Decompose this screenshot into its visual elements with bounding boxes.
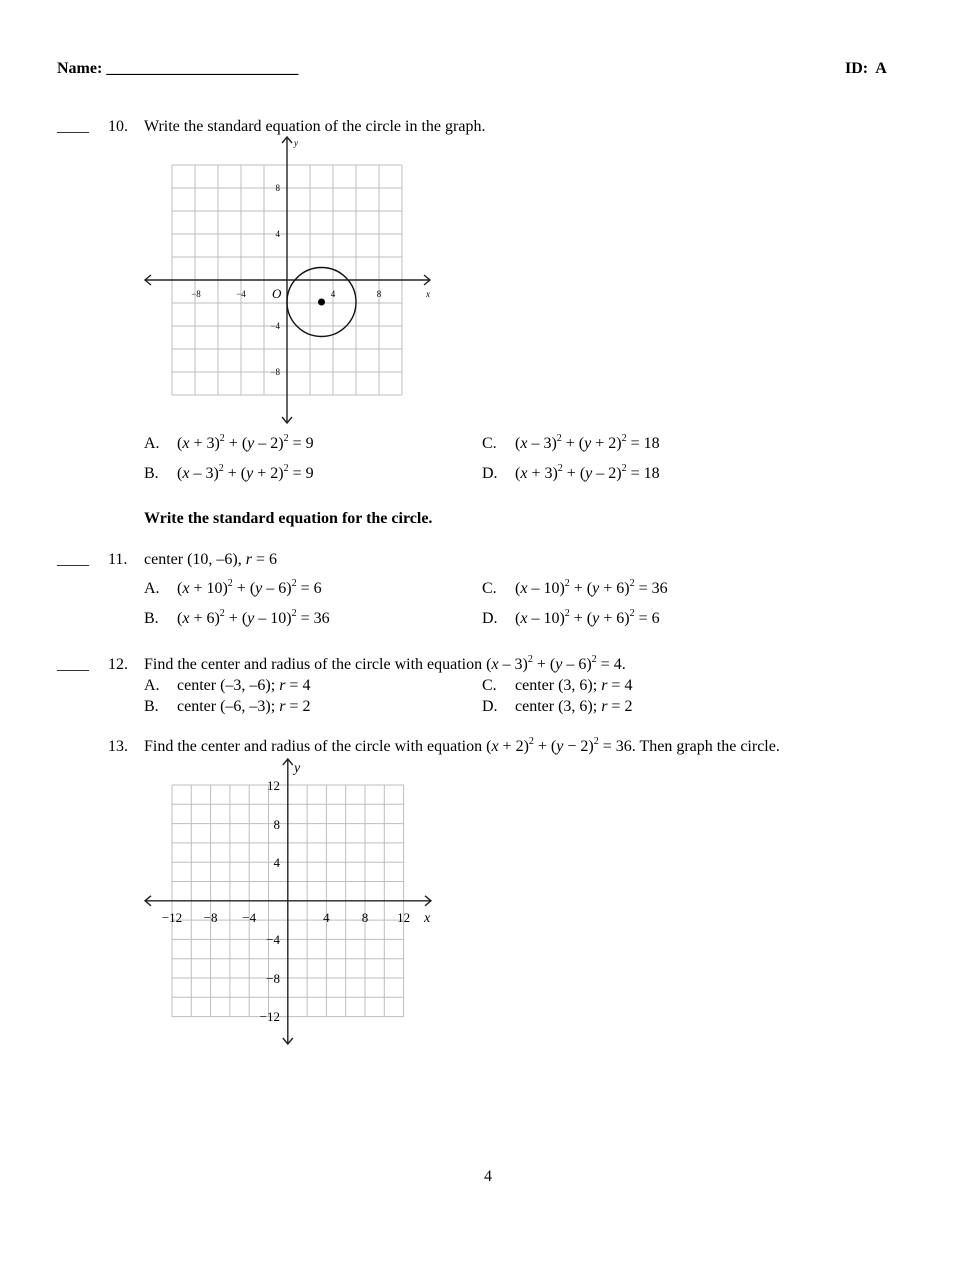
choice-c[interactable]: C. $(x - 10)^2 + (y + 6)^2 = 36$ [482,578,668,597]
x-tick-label: 12 [397,910,411,925]
question-prompt-10: Write the standard equation of the circle in the graph. [144,118,486,135]
y-tick-label: −4 [266,932,280,947]
name-line[interactable]: ________________________ [106,60,299,77]
x-tick-label: 8 [376,289,382,299]
choice-c[interactable]: C. center (3, 6); r = 4 [482,677,633,694]
y-tick-label: −8 [266,971,280,986]
x-axis-label: x [424,911,431,926]
x-tick-label: −4 [242,910,257,925]
name-label: Name: ________________________ [57,60,299,77]
graph-q10 [140,135,440,430]
choice-b[interactable]: B. $(x + 6)^2 + (y - 10)^2 = 36$ [144,608,330,627]
y-tick-label: 8 [273,817,280,832]
answer-blank-11[interactable]: ____ [57,551,89,568]
origin-label: O [272,286,282,301]
choice-b[interactable]: B. $(x - 3)^2 + (y + 2)^2 = 9$ [144,463,314,482]
section-heading: Write the standard equation for the circle. [144,510,433,527]
page-number: 4 [484,1168,492,1185]
y-tick-label: −4 [270,321,280,331]
choice-d[interactable]: D. center (3, 6); r = 2 [482,698,633,715]
question-number-12: 12. [108,656,128,673]
x-tick-label: 4 [323,910,330,925]
question-number-11: 11. [108,551,128,568]
id-value: A [875,60,887,77]
x-tick-label: 4 [330,289,336,299]
y-axis-label: y [294,138,298,148]
question-number-10: 10. [108,118,128,135]
question-prompt-13: Find the center and radius of the circle with equation $(x + 2)^2 + (y - 2)^2 = 36$. Then graph the circle. [144,736,780,755]
circle-center-point [318,299,325,306]
x-tick-label: −8 [203,910,218,925]
choice-d[interactable]: D. $(x + 3)^2 + (y - 2)^2 = 18$ [482,463,660,482]
question-number-13: 13. [108,738,128,755]
answer-blank-10[interactable]: ____ [57,118,89,135]
choice-a[interactable]: A. $(x + 10)^2 + (y - 6)^2 = 6$ [144,578,322,597]
choice-d[interactable]: D. $(x - 10)^2 + (y + 6)^2 = 6$ [482,608,660,627]
y-tick-label: 4 [275,229,280,239]
y-tick-label: −12 [259,1009,280,1024]
x-axis-label: x [426,289,430,299]
x-tick-label: −4 [236,289,246,299]
y-tick-label: 8 [275,183,280,193]
choice-a[interactable]: A. center (–3, –6); r = 4 [144,677,311,694]
y-axis-label: y [294,761,301,776]
answer-blank-12[interactable]: ____ [57,656,89,673]
x-tick-label: 8 [361,910,369,925]
choice-a[interactable]: A. $(x + 3)^2 + (y - 2)^2 = 9$ [144,433,314,452]
y-tick-label: 12 [267,778,280,793]
y-tick-label: −8 [270,367,280,377]
question-prompt-11: center (10, –6), r = 6 [144,551,277,568]
graph-q13[interactable] [140,757,440,1047]
choice-c[interactable]: C. $(x - 3)^2 + (y + 2)^2 = 18$ [482,433,660,452]
x-tick-label: −8 [191,289,201,299]
choice-b[interactable]: B. center (–6, –3); r = 2 [144,698,311,715]
x-tick-label: −12 [161,910,183,925]
question-prompt-12: Find the center and radius of the circle with equation (x – 3)$^2$ + (y – 6)$^2$ = 4. [144,654,626,673]
id-label: ID: A [845,60,887,77]
y-tick-label: 4 [273,855,280,870]
